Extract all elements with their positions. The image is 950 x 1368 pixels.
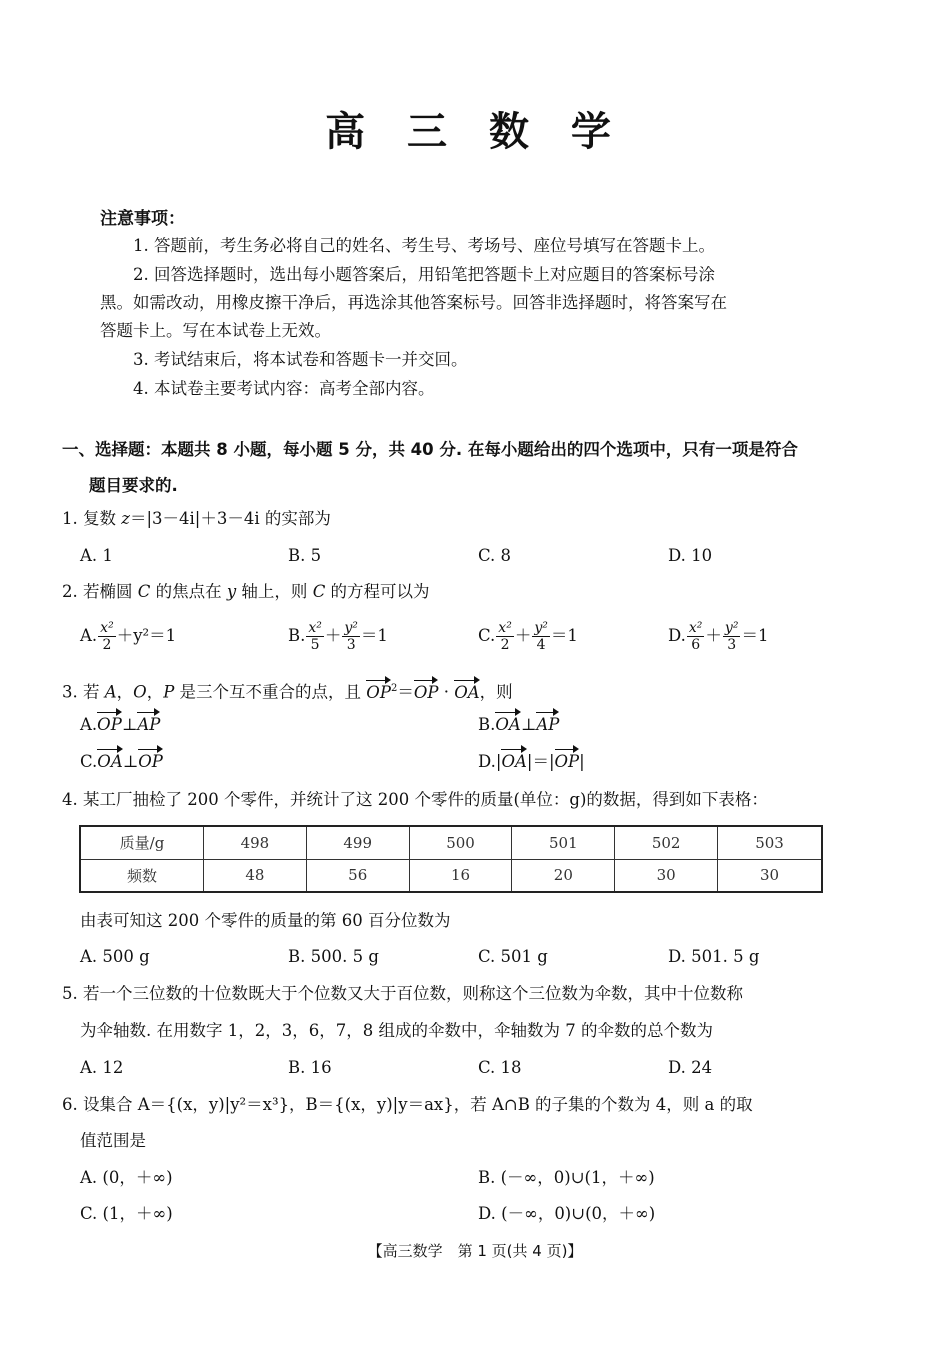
section-heading: 一、选择题：本题共 8 小题，每小题 5 分，共 40 分. 在每小题给出的四个选项中，只有一项是符合 [62,440,798,459]
q4-option-a: A. 500 g [80,947,150,966]
question-5-stem-cont: 为伞轴数. 在用数字 1，2，3，6，7，8 组成的伞数中，伞轴数为 7 的伞数的总个数为 [80,1021,713,1040]
table-row [80,826,822,859]
notice-item-3: 3. 考试结束后，将本试卷和答题卡一并交回。 [133,350,468,369]
q1-option-b: B. 5 [288,546,322,565]
mass-frequency-table [79,825,823,893]
q3-option-c: C.OA⊥OP [80,752,163,771]
question-6-stem-cont: 值范围是 [80,1131,146,1150]
page-title: 高 三 数 学 [325,109,625,155]
q6-option-a: A. (0，＋∞) [80,1168,173,1187]
q2-option-d: D. $\frac{\text{x²}}{6}$ ＋ $\frac{\text{y²}}{3}$ ＝1 [668,620,769,653]
q2-option-c: C. $\frac{\text{x²}}{2}$ ＋ $\frac{\text{y²}}{4}$ ＝1 [478,620,578,653]
table-cell: 30 [615,859,718,892]
q6-option-b: B. (－∞，0)∪(1，＋∞) [478,1168,655,1187]
table-row [80,859,822,892]
q3-option-d: D.|OA|＝|OP| [478,752,585,771]
q5-option-d: D. 24 [668,1058,713,1077]
table-cell: 501 [512,826,615,859]
table-cell: 频数 [80,859,204,892]
q6-option-c: C. (1，＋∞) [80,1204,173,1223]
question-2-stem: 2. 若椭圆 C 的焦点在 y 轴上，则 C 的方程可以为 [62,582,430,601]
question-3-stem: 3. 若 A，O，P 是三个互不重合的点，且 $OP^2=OP$ · OA，则 [62,682,513,702]
q4-option-d: D. 501. 5 g [668,947,760,966]
q6-option-d: D. (－∞，0)∪(0，＋∞) [478,1204,656,1223]
q3-option-b: B.OA⊥AP [478,715,560,734]
q4-option-b: B. 500. 5 g [288,947,379,966]
page-footer: 【高三数学 第 1 页(共 4 页)】 [367,1242,583,1260]
table-cell: 500 [409,826,512,859]
q4-option-c: C. 501 g [478,947,548,966]
q5-option-b: B. 16 [288,1058,332,1077]
q5-option-c: C. 18 [478,1058,522,1077]
q5-option-a: A. 12 [80,1058,124,1077]
table-cell: 30 [718,859,822,892]
notice-item-1: 1. 答题前，考生务必将自己的姓名、考生号、考场号、座位号填写在答题卡上。 [133,236,715,255]
question-6-stem: 6. 设集合 A＝{(x，y)|y²＝x³}，B＝{(x，y)|y＝ax}，若 A∩B 的子集的个数为 4，则 a 的取 [62,1095,753,1114]
q3-option-a: A.OP⊥AP [80,715,161,734]
notice-item-2: 2. 回答选择题时，选出每小题答案后，用铅笔把答题卡上对应题目的答案标号涂 [133,265,715,284]
table-cell: 498 [204,826,307,859]
notice-item-4: 4. 本试卷主要考试内容：高考全部内容。 [133,379,435,398]
q1-option-a: A. 1 [80,546,113,565]
table-cell: 48 [204,859,307,892]
notice-heading: 注意事项： [100,209,185,229]
table-cell: 20 [512,859,615,892]
section-heading-cont: 题目要求的. [89,476,178,495]
q2-option-a: A. $\frac{\text{x²}}{2}$ ＋y²＝1 [80,620,177,653]
question-5-stem: 5. 若一个三位数的十位数既大于个位数又大于百位数，则称这个三位数为伞数，其中十位数称 [62,984,743,1003]
table-cell: 56 [306,859,409,892]
table-cell: 质量/g [80,826,204,859]
q1-option-c: C. 8 [478,546,512,565]
table-cell: 499 [306,826,409,859]
notice-item-2-cont: 黑。如需改动，用橡皮擦干净后，再选涂其他答案标号。回答非选择题时，将答案写在 [100,293,727,312]
table-cell: 16 [409,859,512,892]
table-cell: 502 [615,826,718,859]
question-4-question: 由表可知这 200 个零件的质量的第 60 百分位数为 [80,911,451,930]
question-4-stem: 4. 某工厂抽检了 200 个零件，并统计了这 200 个零件的质量(单位：g)的数据，得到如下表格： [62,790,768,809]
table-cell: 503 [718,826,822,859]
q1-option-d: D. 10 [668,546,713,565]
question-1-stem: 1. 复数 z＝|3－4i|＋3－4i 的实部为 [62,509,331,528]
notice-item-2-cont2: 答题卡上。写在本试卷上无效。 [100,321,331,340]
q2-option-b: B. $\frac{\text{x²}}{5}$ ＋ $\frac{\text{y²}}{3}$ ＝1 [288,620,388,653]
